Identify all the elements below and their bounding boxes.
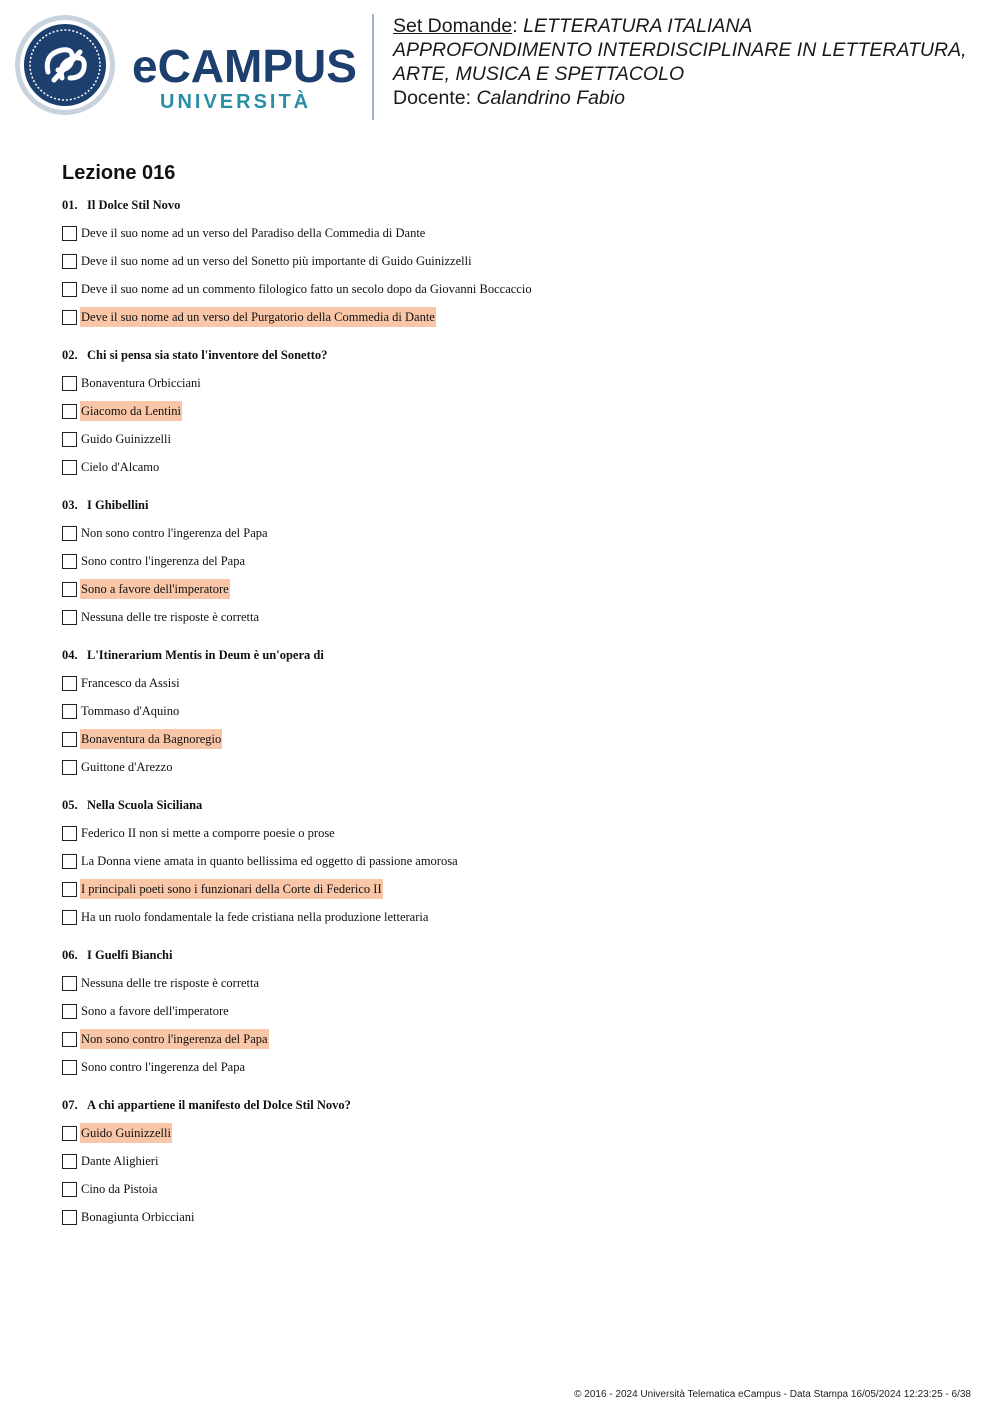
answer-checkbox[interactable] xyxy=(62,610,77,625)
question-block xyxy=(62,797,962,947)
answer-text-correct: Non sono contro l'ingerenza del Papa xyxy=(80,1029,269,1049)
question-spacer xyxy=(62,1085,962,1097)
answer-checkbox[interactable] xyxy=(62,1126,77,1141)
question-text: Nella Scuola Siciliana xyxy=(87,798,203,812)
question-text: Chi si pensa sia stato l'inventore del Sonetto? xyxy=(87,348,328,362)
answer-text: Sono a favore dell'imperatore xyxy=(81,1004,229,1018)
answer-option[interactable] xyxy=(62,879,962,899)
answer-text: Cielo d'Alcamo xyxy=(81,460,160,474)
question-title xyxy=(62,497,962,513)
answer-text: Dante Alighieri xyxy=(81,1154,159,1168)
answer-option[interactable] xyxy=(62,1057,962,1077)
answer-text: Ha un ruolo fondamentale la fede cristiana nella produzione letteraria xyxy=(81,910,429,924)
question-spacer xyxy=(62,335,962,347)
question-number: 05. xyxy=(62,798,78,812)
answer-text: Deve il suo nome ad un verso del Paradiso della Commedia di Dante xyxy=(81,226,426,240)
answer-checkbox[interactable] xyxy=(62,882,77,897)
answer-checkbox[interactable] xyxy=(62,526,77,541)
answer-text: Bonagiunta Orbicciani xyxy=(81,1210,195,1224)
question-title xyxy=(62,1097,962,1113)
answer-option[interactable] xyxy=(62,607,962,627)
answer-option[interactable] xyxy=(62,757,962,777)
answer-option[interactable] xyxy=(62,579,962,599)
answer-text: Non sono contro l'ingerenza del Papa xyxy=(81,526,268,540)
answer-checkbox[interactable] xyxy=(62,676,77,691)
teacher-label: Docente: xyxy=(393,87,477,109)
answer-checkbox[interactable] xyxy=(62,1004,77,1019)
question-number: 07. xyxy=(62,1098,78,1112)
answer-checkbox[interactable] xyxy=(62,760,77,775)
answer-checkbox[interactable] xyxy=(62,910,77,925)
ecampus-logo xyxy=(14,14,359,116)
question-text: I Ghibellini xyxy=(87,498,149,512)
answer-checkbox[interactable] xyxy=(62,1032,77,1047)
answer-option[interactable] xyxy=(62,457,962,477)
page-header xyxy=(0,0,1000,140)
question-text: Il Dolce Stil Novo xyxy=(87,198,181,212)
logo-text: eCAMPUS xyxy=(132,40,357,92)
answer-option[interactable] xyxy=(62,1151,962,1171)
answer-option[interactable] xyxy=(62,973,962,993)
answer-option[interactable] xyxy=(62,373,962,393)
answer-option[interactable] xyxy=(62,1029,962,1049)
answer-option[interactable] xyxy=(62,823,962,843)
answer-checkbox[interactable] xyxy=(62,376,77,391)
page-footer: © 2016 - 2024 Università Telematica eCampus - Data Stampa 16/05/2024 12:23:25 - 6/38 xyxy=(574,1389,971,1400)
answer-checkbox[interactable] xyxy=(62,554,77,569)
logo-subtext: UNIVERSITÀ xyxy=(160,91,312,113)
answer-checkbox[interactable] xyxy=(62,704,77,719)
answer-option[interactable] xyxy=(62,729,962,749)
answer-text: Sono contro l'ingerenza del Papa xyxy=(81,554,246,568)
question-title xyxy=(62,797,962,813)
answer-checkbox[interactable] xyxy=(62,226,77,241)
question-block xyxy=(62,497,962,647)
question-spacer xyxy=(62,1235,962,1247)
header-info xyxy=(393,14,993,110)
course-line-1: APPROFONDIMENTO INTERDISCIPLINARE IN LETTERATURA, xyxy=(393,39,967,61)
question-block xyxy=(62,197,962,347)
answer-option[interactable] xyxy=(62,907,962,927)
answer-checkbox[interactable] xyxy=(62,310,77,325)
question-block xyxy=(62,1097,962,1247)
answer-checkbox[interactable] xyxy=(62,404,77,419)
answer-checkbox[interactable] xyxy=(62,582,77,597)
header-divider xyxy=(372,14,374,120)
answer-checkbox[interactable] xyxy=(62,1060,77,1075)
answer-text: Nessuna delle tre risposte è corretta xyxy=(81,976,260,990)
answer-text-correct: Deve il suo nome ad un verso del Purgatorio della Commedia di Dante xyxy=(80,307,436,327)
teacher-value: Calandrino Fabio xyxy=(476,87,625,109)
answer-text-correct: Giacomo da Lentini xyxy=(80,401,182,421)
answer-option[interactable] xyxy=(62,307,962,327)
question-text: I Guelfi Bianchi xyxy=(87,948,173,962)
question-number: 06. xyxy=(62,948,78,962)
answer-text: Francesco da Assisi xyxy=(81,676,180,690)
answer-option[interactable] xyxy=(62,551,962,571)
question-number: 04. xyxy=(62,648,78,662)
question-number: 03. xyxy=(62,498,78,512)
answer-checkbox[interactable] xyxy=(62,282,77,297)
question-block xyxy=(62,947,962,1097)
answer-option[interactable] xyxy=(62,523,962,543)
answer-text: Deve il suo nome ad un commento filologico fatto un secolo dopo da Giovanni Boccaccio xyxy=(81,282,532,296)
question-block xyxy=(62,647,962,797)
answer-option[interactable] xyxy=(62,701,962,721)
set-line: Set Domande: LETTERATURA ITALIANA xyxy=(393,15,753,37)
answer-checkbox[interactable] xyxy=(62,826,77,841)
answer-checkbox[interactable] xyxy=(62,254,77,269)
answer-checkbox[interactable] xyxy=(62,460,77,475)
course-line-2: ARTE, MUSICA E SPETTACOLO xyxy=(393,63,685,85)
answer-option[interactable] xyxy=(62,1207,962,1227)
teacher-line xyxy=(393,86,993,110)
question-block xyxy=(62,347,962,497)
question-list xyxy=(62,197,962,1247)
answer-checkbox[interactable] xyxy=(62,732,77,747)
answer-checkbox[interactable] xyxy=(62,1182,77,1197)
question-title xyxy=(62,647,962,663)
answer-option[interactable] xyxy=(62,279,962,299)
question-spacer xyxy=(62,935,962,947)
answer-text: Bonaventura Orbicciani xyxy=(81,376,201,390)
answer-text-correct: I principali poeti sono i funzionari della Corte di Federico II xyxy=(80,879,383,899)
answer-option[interactable] xyxy=(62,429,962,449)
answer-text-correct: Bonaventura da Bagnoregio xyxy=(80,729,222,749)
answer-text-correct: Sono a favore dell'imperatore xyxy=(80,579,230,599)
answer-checkbox[interactable] xyxy=(62,432,77,447)
answer-text: Guido Guinizzelli xyxy=(81,432,171,446)
answer-checkbox[interactable] xyxy=(62,1210,77,1225)
answer-option[interactable] xyxy=(62,1123,962,1143)
answer-option[interactable] xyxy=(62,1001,962,1021)
answer-text: Tommaso d'Aquino xyxy=(81,704,180,718)
question-spacer xyxy=(62,485,962,497)
answer-text: Nessuna delle tre risposte è corretta xyxy=(81,610,260,624)
lesson-title: Lezione 016 xyxy=(62,162,176,184)
question-title xyxy=(62,347,962,363)
question-title xyxy=(62,197,962,213)
answer-text: Guittone d'Arezzo xyxy=(81,760,173,774)
answer-option[interactable] xyxy=(62,401,962,421)
question-text: L'Itinerarium Mentis in Deum è un'opera di xyxy=(87,648,324,662)
answer-text-correct: Guido Guinizzelli xyxy=(80,1123,172,1143)
answer-text: Deve il suo nome ad un verso del Sonetto più importante di Guido Guinizzelli xyxy=(81,254,472,268)
answer-checkbox[interactable] xyxy=(62,854,77,869)
answer-option[interactable] xyxy=(62,223,962,243)
answer-option[interactable] xyxy=(62,251,962,271)
set-label: Set Domande xyxy=(393,15,513,37)
answer-option[interactable] xyxy=(62,1179,962,1199)
answer-text: Sono contro l'ingerenza del Papa xyxy=(81,1060,246,1074)
answer-option[interactable] xyxy=(62,851,962,871)
answer-checkbox[interactable] xyxy=(62,976,77,991)
answer-option[interactable] xyxy=(62,673,962,693)
set-value: LETTERATURA ITALIANA xyxy=(523,15,753,37)
answer-checkbox[interactable] xyxy=(62,1154,77,1169)
answer-text: Cino da Pistoia xyxy=(81,1182,158,1196)
question-spacer xyxy=(62,635,962,647)
question-text: A chi appartiene il manifesto del Dolce Stil Novo? xyxy=(87,1098,351,1112)
answer-text: La Donna viene amata in quanto bellissima ed oggetto di passione amorosa xyxy=(81,854,458,868)
question-title xyxy=(62,947,962,963)
question-spacer xyxy=(62,785,962,797)
question-number: 01. xyxy=(62,198,78,212)
question-number: 02. xyxy=(62,348,78,362)
answer-text: Federico II non si mette a comporre poesie o prose xyxy=(81,826,335,840)
